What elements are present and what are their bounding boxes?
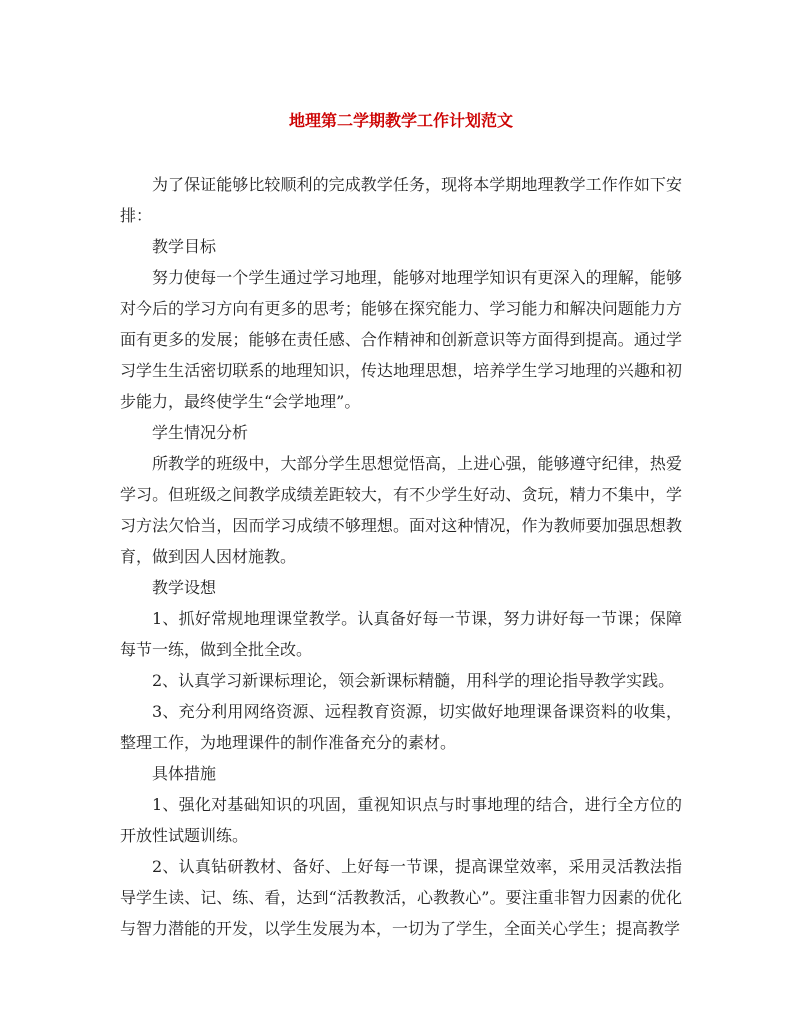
section-heading-measures: 具体措施 xyxy=(152,764,217,783)
student-analysis-paragraph: 所教学的班级中，大部分学生思想觉悟高，上进心强，能够遵守纪律，热爱学习。但班级之间教学成绩差距较大，有不少学生好动、贪玩，精力不集中，学习方法欠恰当，因而学习成绩不够理想。面对这种情况，作为教师要加强思想教育，做到因人因材施教。 xyxy=(120,454,682,566)
teaching-idea-item-3: 3、充分利用网络资源、远程教育资源，切实做好地理课备课资料的收集，整理工作，为地理课件的制作准备充分的素材。 xyxy=(120,702,682,752)
section-heading-teaching-ideas: 教学设想 xyxy=(152,578,217,597)
teaching-idea-item-1: 1、抓好常规地理课堂教学。认真备好每一节课，努力讲好每一节课；保障每节一练，做到全批全改。 xyxy=(120,609,682,659)
section-heading-teaching-goals: 教学目标 xyxy=(152,237,217,256)
teaching-idea-item-2: 2、认真学习新课标理论，领会新课标精髓，用科学的理论指导教学实践。 xyxy=(152,671,675,690)
intro-paragraph: 为了保证能够比较顺利的完成教学任务，现将本学期地理教学工作作如下安排： xyxy=(120,175,682,225)
section-heading-student-analysis: 学生情况分析 xyxy=(152,423,249,442)
measure-item-2: 2、认真钻研教材、备好、上好每一节课，提高课堂效率，采用灵活教法指导学生读、记、练、看，达到“活教教活，心教教心”。要注重非智力因素的优化与智力潜能的开发，以学生发展为本，一切为了学生，全面关心学生；提高教学 xyxy=(120,857,682,938)
teaching-goals-paragraph: 努力使每一个学生通过学习地理，能够对地理学知识有更深入的理解，能够对今后的学习方向有更多的思考；能够在探究能力、学习能力和解决问题能力方面有更多的发展；能够在责任感、合作精神和创新意识等方面得到提高。通过学习学生生活密切联系的地理知识，传达地理思想，培养学生学习地理的兴趣和初步能力，最终使学生“会学地理”。 xyxy=(120,268,682,411)
measure-item-1: 1、强化对基础知识的巩固，重视知识点与时事地理的结合，进行全方位的开放性试题训练。 xyxy=(120,795,682,845)
document-body xyxy=(120,169,682,944)
document-title: 地理第二学期教学工作计划范文 xyxy=(288,111,513,130)
